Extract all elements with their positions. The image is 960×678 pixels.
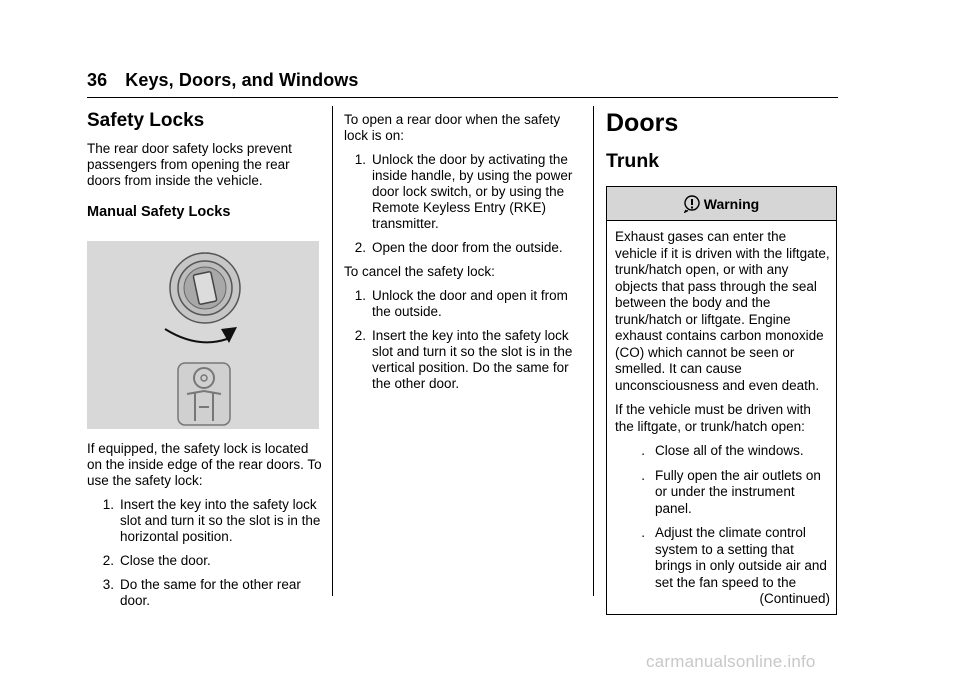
continued-label: (Continued) — [759, 591, 830, 606]
trunk-heading: Trunk — [606, 150, 660, 172]
warning-bullets — [615, 443, 830, 591]
list-item: 1. Insert the key into the safety lock slot and turn it so the slot is in the horizontal position. — [102, 497, 321, 544]
warning-paragraph: Exhaust gases can enter the vehicle if it is driven with the liftgate, trunk/hatch open, or with any objects that pass through the seal between the body and the trunk/hatch or liftgate. Engine exhaust contains carbon monoxide (CO) which cannot be seen or smelled. It can cause unconsciousness and even death. — [615, 229, 830, 393]
warning-paragraph: If the vehicle must be driven with the liftgate, or trunk/hatch open: — [615, 402, 811, 434]
warning-icon — [684, 195, 700, 213]
warning-body — [607, 221, 836, 614]
manual-safety-locks-heading: Manual Safety Locks — [87, 204, 231, 220]
safety-locks-heading: Safety Locks — [87, 110, 205, 131]
page-header — [87, 70, 359, 91]
middle-column — [344, 112, 580, 400]
list-item: 2. Insert the key into the safety lock slot and turn it so the slot is in the vertical position. Do the same for the other door. — [354, 328, 573, 391]
chapter-title: Keys, Doors, and Windows — [125, 70, 359, 90]
watermark: carmanualsonline.info — [646, 652, 816, 671]
list-item: 1. Unlock the door and open it from the outside. — [354, 288, 568, 319]
left-column — [87, 110, 323, 617]
list-item: . Fully open the air outlets on or under the instrument panel. — [641, 467, 821, 516]
cancel-lock-steps — [344, 288, 580, 392]
cancel-safety-lock-intro: To cancel the safety lock: — [344, 264, 495, 279]
list-item: . Close all of the windows. — [641, 443, 804, 458]
safety-locks-intro: The rear door safety locks prevent passengers from opening the rear doors from inside the vehicle. — [87, 141, 292, 188]
safety-lock-illustration — [87, 241, 319, 429]
safety-lock-figure — [87, 241, 319, 429]
header-rule — [87, 97, 838, 98]
list-item: 3. Do the same for the other rear door. — [102, 577, 301, 608]
open-rear-door-intro: To open a rear door when the safety lock is on: — [344, 112, 561, 143]
open-door-steps — [344, 152, 580, 256]
page-number: 36 — [87, 70, 108, 90]
column-divider-2 — [593, 106, 594, 596]
safety-lock-usage: If equipped, the safety lock is located on the inside edge of the rear doors. To use the safety lock: — [87, 441, 322, 488]
doors-heading: Doors — [606, 109, 679, 137]
list-item: 1. Unlock the door by activating the inside handle, by using the power door lock switch, or by using the Remote Keyless Entry (RKE) transmitter. — [354, 152, 573, 231]
right-column — [606, 108, 838, 615]
list-item: . Adjust the climate control system to a setting that brings in only outside air and set the fan speed to the — [641, 525, 827, 590]
column-divider-1 — [332, 106, 333, 596]
warning-header — [607, 187, 836, 221]
safety-lock-steps — [87, 497, 323, 609]
list-item: 2. Open the door from the outside. — [354, 240, 563, 255]
warning-title: Warning — [703, 195, 760, 212]
warning-box — [606, 186, 837, 615]
list-item: 2. Close the door. — [102, 553, 211, 568]
